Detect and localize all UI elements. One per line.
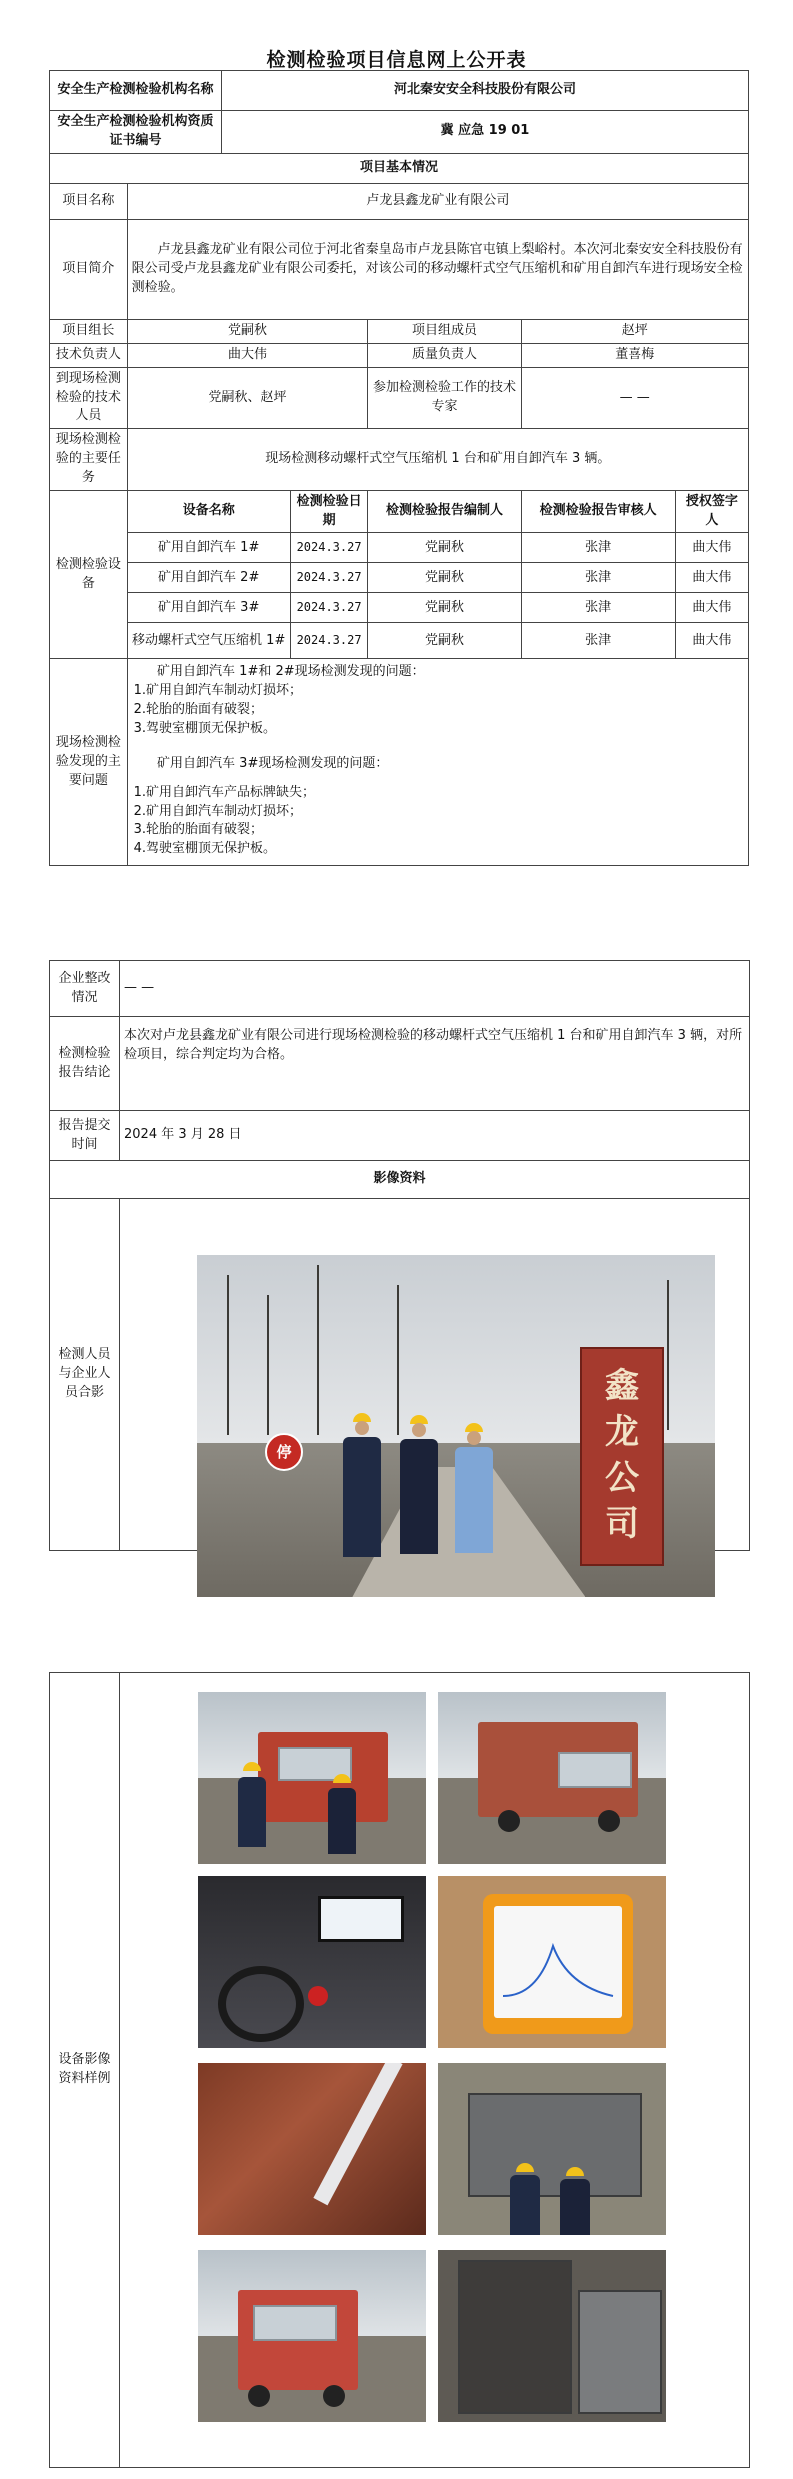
equipment-photo bbox=[438, 1692, 666, 1864]
equip-signer: 曲大伟 bbox=[675, 563, 748, 593]
tablet-chart-graphic bbox=[498, 1926, 618, 2006]
equip-header-name: 设备名称 bbox=[127, 490, 290, 533]
company-sign-pillar bbox=[580, 1347, 664, 1566]
cert-number: 冀 应急 19 01 bbox=[221, 111, 748, 154]
equip-header-reviewer: 检测检验报告审核人 bbox=[521, 490, 675, 533]
equip-signer: 曲大伟 bbox=[675, 593, 748, 623]
equip-name: 矿用自卸汽车 3# bbox=[127, 593, 290, 623]
task-label: 现场检测检验的主要任务 bbox=[50, 429, 128, 491]
equip-writer: 党嗣秋 bbox=[368, 623, 521, 659]
list-item: 1.矿用自卸汽车制动灯损坏； bbox=[133, 683, 303, 699]
rectify-value: — — bbox=[120, 961, 750, 1017]
table-row bbox=[50, 533, 749, 563]
equip-header-writer: 检测检验报告编制人 bbox=[368, 490, 521, 533]
person bbox=[455, 1447, 493, 1553]
expert-value: — — bbox=[521, 367, 749, 429]
intro-text: 卢龙县鑫龙矿业有限公司位于河北省秦皇岛市卢龙县陈官屯镇上梨峪村。本次河北秦安安全科技股份有限公司受卢龙县鑫龙矿业有限公司委托，对该公司的移动螺杆式空气压缩机和矿用自卸汽车进行现场安全检测检验。 bbox=[127, 219, 748, 319]
section-images: 影像资料 bbox=[50, 1161, 750, 1199]
conclusion-label: 检测检验报告结论 bbox=[50, 1017, 120, 1111]
equipment-photo bbox=[198, 2063, 426, 2235]
onsite-label: 到现场检测检验的技术人员 bbox=[50, 367, 128, 429]
equip-date: 2024.3.27 bbox=[290, 563, 368, 593]
submit-label: 报告提交时间 bbox=[50, 1111, 120, 1161]
person bbox=[400, 1439, 438, 1554]
equipment-photo bbox=[198, 2250, 426, 2422]
leader-value: 党嗣秋 bbox=[127, 319, 368, 343]
org-name-label: 安全生产检测检验机构名称 bbox=[50, 71, 222, 111]
list-item: 4.驾驶室棚顶无保护板。 bbox=[133, 841, 277, 857]
equipment-photo bbox=[198, 1876, 426, 2048]
project-name-label: 项目名称 bbox=[50, 183, 128, 219]
equip-header-date: 检测检验日期 bbox=[290, 490, 368, 533]
info-table bbox=[49, 70, 749, 866]
equipment-photo bbox=[198, 1692, 426, 1864]
equip-writer: 党嗣秋 bbox=[368, 563, 521, 593]
company-sign-text: 鑫龙公司 bbox=[605, 1366, 639, 1544]
stop-sign: 停 bbox=[265, 1433, 303, 1471]
equip-name: 矿用自卸汽车 2# bbox=[127, 563, 290, 593]
table-row bbox=[50, 623, 749, 659]
rectify-label: 企业整改情况 bbox=[50, 961, 120, 1017]
equip-writer: 党嗣秋 bbox=[368, 593, 521, 623]
equip-date: 2024.3.27 bbox=[290, 593, 368, 623]
leader-label: 项目组长 bbox=[50, 319, 128, 343]
org-name: 河北秦安安全科技股份有限公司 bbox=[221, 71, 748, 111]
section-basic: 项目基本情况 bbox=[50, 153, 749, 183]
intro-label: 项目简介 bbox=[50, 219, 128, 319]
list-item: 1.矿用自卸汽车产品标牌缺失； bbox=[133, 784, 316, 800]
quality-label: 质量负责人 bbox=[368, 343, 521, 367]
equip-date: 2024.3.27 bbox=[290, 623, 368, 659]
equip-name: 移动螺杆式空气压缩机 1# bbox=[127, 623, 290, 659]
equipment-photo bbox=[438, 2250, 666, 2422]
equip-writer: 党嗣秋 bbox=[368, 533, 521, 563]
list-item: 3.轮胎的胎面有破裂； bbox=[133, 822, 264, 838]
equip-photo-label: 设备影像资料样例 bbox=[50, 1673, 120, 2468]
equipment-photo bbox=[438, 1876, 666, 2048]
findings-content bbox=[127, 659, 748, 866]
equip-reviewer: 张津 bbox=[521, 533, 675, 563]
list-item: 3.驾驶室棚顶无保护板。 bbox=[133, 720, 277, 736]
group-photo-label: 检测人员与企业人员合影 bbox=[50, 1199, 120, 1551]
equip-name: 矿用自卸汽车 1# bbox=[127, 533, 290, 563]
expert-label: 参加检测检验工作的技术专家 bbox=[368, 367, 521, 429]
equipment-label: 检测检验设备 bbox=[50, 490, 128, 659]
equip-reviewer: 张津 bbox=[521, 623, 675, 659]
quality-value: 董喜梅 bbox=[521, 343, 749, 367]
person bbox=[343, 1437, 381, 1557]
equip-signer: 曲大伟 bbox=[675, 533, 748, 563]
table-row bbox=[50, 593, 749, 623]
conclusion-value: 本次对卢龙县鑫龙矿业有限公司进行现场检测检验的移动螺杆式空气压缩机 1 台和矿用自卸汽车 3 辆，对所检项目，综合判定均为合格。 bbox=[120, 1017, 750, 1111]
equip-date: 2024.3.27 bbox=[290, 533, 368, 563]
equip-reviewer: 张津 bbox=[521, 563, 675, 593]
list-item: 2.轮胎的胎面有破裂； bbox=[133, 702, 264, 718]
cert-label: 安全生产检测检验机构资质证书编号 bbox=[50, 111, 222, 154]
tech-value: 曲大伟 bbox=[127, 343, 368, 367]
onsite-value: 党嗣秋、赵坪 bbox=[127, 367, 368, 429]
list-item: 2.矿用自卸汽车制动灯损坏； bbox=[133, 803, 303, 819]
table-row bbox=[50, 563, 749, 593]
group-photo bbox=[197, 1255, 715, 1597]
tech-label: 技术负责人 bbox=[50, 343, 128, 367]
project-name: 卢龙县鑫龙矿业有限公司 bbox=[127, 183, 748, 219]
equipment-photo bbox=[438, 2063, 666, 2235]
members-label: 项目组成员 bbox=[368, 319, 521, 343]
equip-signer: 曲大伟 bbox=[675, 623, 748, 659]
findings-group-b-title: 矿用自卸汽车 3#现场检测发现的问题： bbox=[157, 755, 389, 771]
equip-header-signer: 授权签字人 bbox=[675, 490, 748, 533]
equip-reviewer: 张津 bbox=[521, 593, 675, 623]
members-value: 赵坪 bbox=[521, 319, 749, 343]
submit-value: 2024 年 3 月 28 日 bbox=[120, 1111, 750, 1161]
page-title: 检测检验项目信息网上公开表 bbox=[266, 49, 527, 71]
findings-group-a-title: 矿用自卸汽车 1#和 2#现场检测发现的问题： bbox=[157, 664, 425, 680]
findings-label: 现场检测检验发现的主要问题 bbox=[50, 659, 128, 866]
task-value: 现场检测移动螺杆式空气压缩机 1 台和矿用自卸汽车 3 辆。 bbox=[127, 429, 748, 491]
